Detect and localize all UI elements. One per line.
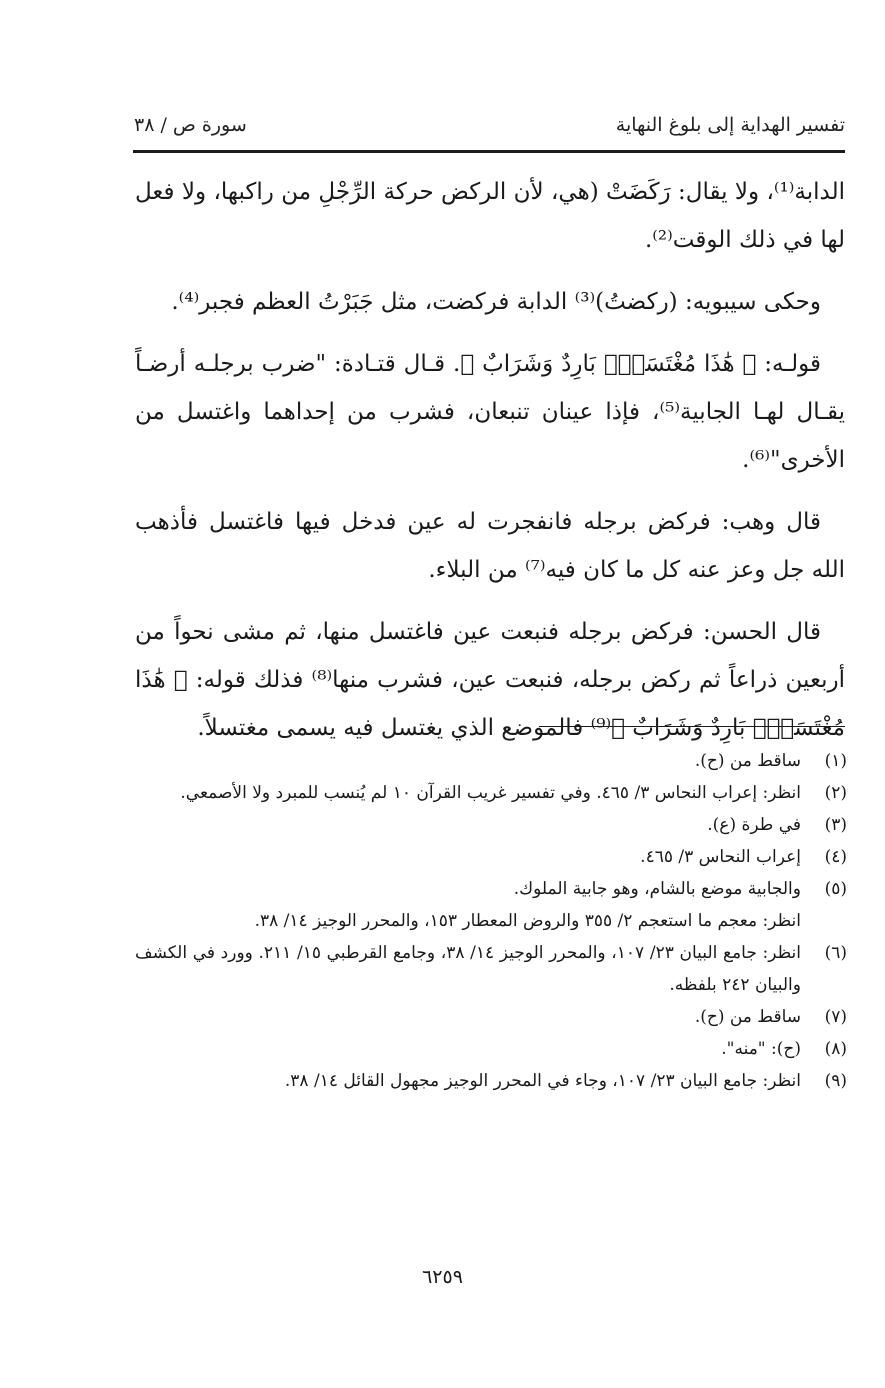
footnote-text: (ح): "منه".	[721, 1039, 801, 1059]
footnote-number: (٥)	[824, 879, 847, 899]
footnote-divider	[539, 726, 845, 727]
footnote-text: في طرة (ع).	[707, 815, 801, 835]
footnote	[135, 1001, 847, 1033]
footnote	[135, 1065, 847, 1097]
page-number: ٦٢٥٩	[422, 1266, 463, 1288]
footnote	[135, 745, 847, 777]
footnote-continuation: انظر: معجم ما استعجم ٢/ ٣٥٥ والروض المعطار ١٥٣، والمحرر الوجيز ١٤/ ٣٨.	[254, 911, 801, 931]
footnotes	[135, 745, 847, 1097]
footnote-number: (٦)	[824, 943, 847, 963]
paragraph: وحكى سيبويه: (ركضتُ)⁽³⁾ الدابة فركضت، مثل جَبَرْتُ العظم فجبر⁽⁴⁾.	[171, 289, 821, 315]
footnote-number: (١)	[824, 751, 847, 771]
surah-reference: سورة ص / ٣٨	[134, 114, 247, 136]
footnote-number: (٩)	[824, 1071, 847, 1091]
footnote-number: (٢)	[824, 783, 847, 803]
footnote	[135, 937, 847, 1001]
footnote-text: انظر: جامع البيان ٢٣/ ١٠٧، وجاء في المحرر الوجيز مجهول القائل ١٤/ ٣٨.	[284, 1071, 801, 1091]
main-text	[135, 168, 845, 766]
footnote-text: إعراب النحاس ٣/ ٤٦٥.	[640, 847, 801, 867]
paragraph: قولـه: ﴿ هَٰذَا مُغْتَسَلٌۢ بَارِدٌ وَشَرَابٌ ﴾. قـال قتـادة: "ضرب برجلـه أرضـاً يقـال لهـا الجابية⁽⁵⁾، فإذا عينان تنبعان، فشرب من إحداهما واغتسل من الأخرى"⁽⁶⁾.	[135, 351, 845, 473]
footnote-text: ساقط من (ح).	[694, 1007, 801, 1027]
paragraph: قال وهب: فركض برجله فانفجرت له عين فدخل فيها فاغتسل فأذهب الله جل وعز عنه كل ما كان فيه⁽⁷⁾ من البلاء.	[135, 509, 845, 583]
footnote-number: (٤)	[824, 847, 847, 867]
paragraph: قال الحسن: فركض برجله فنبعت عين فاغتسل منها، ثم مشى نحواً من أربعين ذراعاً ثم ركض برجله، فنبعت عين، فشرب منها⁽⁸⁾ فذلك قوله: ﴿ هَٰذَا مُغْتَسَلٌۢ بَارِدٌ وَشَرَابٌ ﴾⁽⁹⁾ فالموضع الذي يغتسل فيه يسمى مغتسلاً.	[135, 619, 845, 741]
paragraph: الدابة⁽¹⁾، ولا يقال: رَكَضَتْ (هي، لأن الركض حركة الرِّجْلِ من راكبها، ولا فعل لها في ذلك الوقت⁽²⁾.	[135, 179, 845, 253]
footnote-number: (٨)	[824, 1039, 847, 1059]
book-title: تفسير الهداية إلى بلوغ النهاية	[615, 114, 845, 136]
footnote	[135, 809, 847, 841]
footnote-number: (٣)	[824, 815, 847, 835]
footnote-text: انظر: جامع البيان ٢٣/ ١٠٧، والمحرر الوجيز ١٤/ ٣٨، وجامع القرطبي ١٥/ ٢١١. وورد في الكشف والبيان ٢٤٢ بلفظه.	[135, 943, 802, 995]
footnote	[135, 777, 847, 809]
footnote-number: (٧)	[824, 1007, 847, 1027]
footnote-text: والجابية موضع بالشام، وهو جابية الملوك.	[513, 879, 801, 899]
footnote	[135, 873, 847, 905]
header-divider	[133, 150, 845, 153]
footnote	[135, 1033, 847, 1065]
footnote-text: انظر: إعراب النحاس ٣/ ٤٦٥. وفي تفسير غريب القرآن ١٠ لم يُنسب للمبرد ولا الأصمعي.	[180, 783, 801, 803]
footnote	[135, 841, 847, 873]
footnote-text: ساقط من (ح).	[694, 751, 801, 771]
